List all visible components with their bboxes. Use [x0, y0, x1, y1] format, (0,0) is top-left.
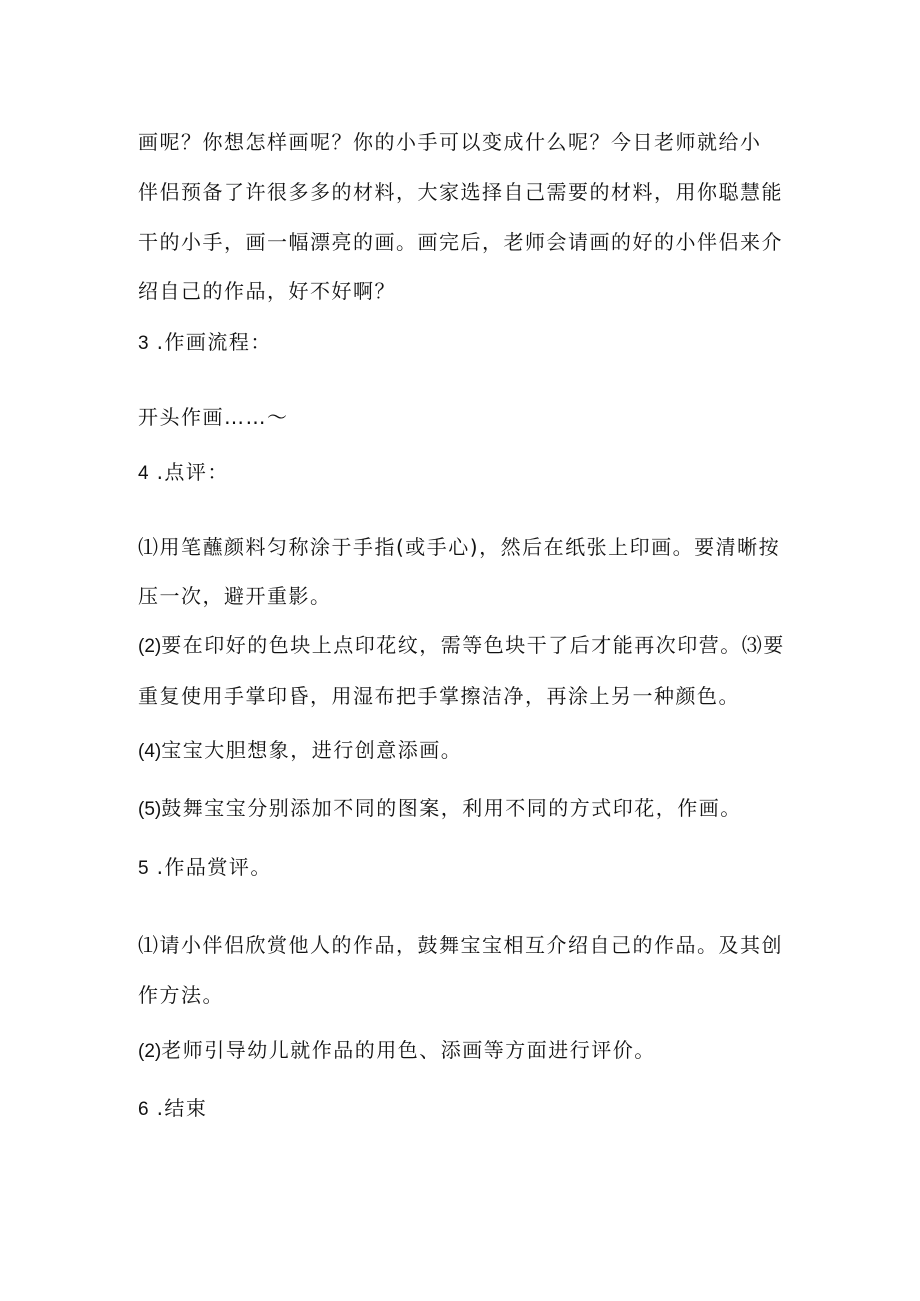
step-6-heading: [138, 1096, 788, 1122]
step-3-body: 开头作画……～: [138, 405, 289, 429]
step-5-heading: [138, 855, 788, 881]
intro-line-1: 画呢？你想怎样画呢？你的小手可以变成什么呢？今日老师就给小: [138, 130, 762, 154]
step-4-item-2-text: 要在印好的色块上点印花纹，需等色块干了后才能再次印营。⑶要: [161, 633, 785, 657]
step-3-number: 3: [138, 333, 149, 354]
step-6-title: .结束: [156, 1096, 208, 1120]
step-3-heading: [138, 330, 788, 356]
step-4-item-4-text: 宝宝大胆想象，进行创意添画。: [161, 738, 463, 762]
step-4-item-5: [138, 796, 788, 822]
step-6-number: 6: [138, 1099, 149, 1120]
step-5-item-2-text: 老师引导幼儿就作品的用色、添画等方面进行评价。: [161, 1038, 656, 1062]
step-4-heading: [138, 460, 788, 486]
step-4-item-4-number: (4): [138, 741, 162, 762]
step-4-item-5-text: 鼓舞宝宝分别添加不同的图案，利用不同的方式印花，作画。: [161, 796, 742, 820]
step-5-item-1-line-2: 作方法。: [138, 983, 224, 1007]
step-5-item-2-number: (2): [138, 1041, 162, 1062]
step-4-item-2-line-1: [138, 633, 788, 659]
step-4-item-4: [138, 738, 788, 764]
intro-line-4: 绍自己的作品，好不好啊？: [138, 279, 396, 303]
intro-line-2: 伴侣预备了许很多多的材料，大家选择自己需要的材料，用你聪慧能: [138, 180, 783, 204]
intro-line-3: 干的小手，画一幅漂亮的画。画完后，老师会请画的好的小伴侣来介: [138, 230, 783, 254]
step-4-item-1-line-2: 压一次，避开重影。: [138, 584, 332, 608]
step-5-number: 5: [138, 858, 149, 879]
step-4-title: .点评：: [156, 460, 229, 484]
step-4-item-1-line-1: ⑴用笔蘸颜料匀称涂于手指(或手心)，然后在纸张上印画。要清晰按: [138, 535, 781, 559]
step-4-number: 4: [138, 463, 149, 484]
step-4-item-2-line-2: 重复使用手掌印昏，用湿布把手掌擦洁净，再涂上另一种颜色。: [138, 684, 740, 708]
step-3-title: .作画流程：: [156, 330, 272, 354]
step-4-item-2-number: (2): [138, 636, 162, 657]
step-5-item-2: [138, 1038, 788, 1064]
step-5-title: .作品赏评。: [156, 855, 272, 879]
step-4-item-5-number: (5): [138, 799, 162, 820]
step-5-item-1-line-1: ⑴请小伴侣欣赏他人的作品，鼓舞宝宝相互介绍自己的作品。及其创: [138, 933, 783, 957]
